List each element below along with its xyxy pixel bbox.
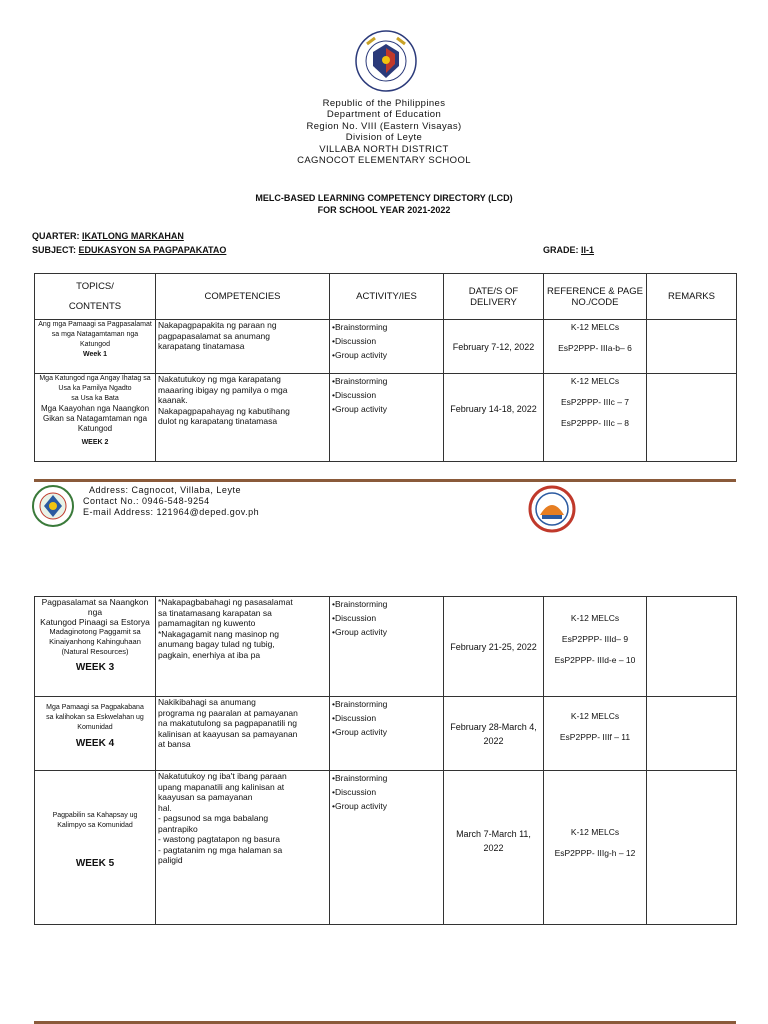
remarks-cell bbox=[647, 697, 737, 771]
reference-code: K-12 MELCs bbox=[570, 827, 620, 837]
letterhead-line: Department of Education bbox=[326, 109, 442, 121]
activity-item: •Group activity bbox=[332, 727, 387, 737]
topic-line: Kalimpyo sa Komunidad bbox=[57, 822, 133, 829]
header-date bbox=[444, 274, 544, 320]
competency-line: programa ng paaralan at pamayanan bbox=[158, 707, 298, 718]
reference-code: EsP2PPP- IIIc – 7 bbox=[560, 397, 630, 407]
remarks-cell bbox=[647, 374, 737, 462]
activities-cell bbox=[330, 771, 444, 925]
reference-code: K-12 MELCs bbox=[570, 376, 620, 386]
table-row bbox=[35, 320, 737, 374]
competency-line: dulot ng karapatang tinatamasa bbox=[158, 416, 278, 426]
remarks-cell bbox=[647, 597, 737, 697]
header-topics-line1: TOPICS/ bbox=[76, 281, 114, 292]
date-cell: March 7-March 11, 2022 bbox=[444, 771, 544, 925]
letterhead-line: Republic of the Philippines bbox=[322, 98, 446, 109]
topic-line: sa mga Natagamtaman nga bbox=[51, 331, 139, 338]
topic-line: Pagpabilin sa Kahapsay ug bbox=[52, 812, 138, 819]
competency-line: pamamagitan ng kuwento bbox=[158, 618, 256, 628]
header-topics bbox=[35, 274, 156, 320]
remarks-cell bbox=[647, 771, 737, 925]
competency-cell bbox=[156, 374, 330, 462]
table-row bbox=[35, 597, 737, 697]
letterhead-line: CAGNOCOT ELEMENTARY SCHOOL bbox=[297, 155, 471, 167]
header-date-line2: DELIVERY bbox=[470, 296, 517, 308]
address-value: Cagnocot, Villaba, Leyte bbox=[131, 485, 241, 495]
date-cell: February 21-25, 2022 bbox=[444, 597, 544, 697]
reference-code: K-12 MELCs bbox=[570, 711, 620, 721]
contact-value: 0946-548-9254 bbox=[142, 496, 210, 506]
topic-cell bbox=[35, 697, 156, 771]
header-ref-line2: NO./CODE bbox=[571, 296, 619, 308]
header-activities: ACTIVITY/IES bbox=[330, 274, 444, 320]
activities-cell bbox=[330, 320, 444, 374]
activity-item: •Brainstorming bbox=[332, 699, 388, 709]
competency-line: upang mapanatili ang kalinisan at bbox=[158, 781, 285, 792]
topic-line: Usa ka Pamilya Ngadto bbox=[58, 385, 132, 392]
activity-item: •Discussion bbox=[332, 613, 377, 623]
competency-line: kaayusan sa pamayanan bbox=[158, 792, 253, 802]
letterhead-line: VILLABA NORTH DISTRICT bbox=[319, 143, 449, 155]
week-label: WEEK 4 bbox=[75, 738, 115, 749]
document-title-line: MELC-BASED LEARNING COMPETENCY DIRECTORY (LCD) bbox=[255, 193, 513, 203]
table-header-row bbox=[35, 274, 737, 320]
competency-cell bbox=[156, 320, 330, 374]
activities-cell bbox=[330, 597, 444, 697]
topic-line: Kinaiyanhong Kahinguhaan bbox=[49, 637, 141, 646]
reference-cell bbox=[544, 374, 647, 462]
topic-cell bbox=[35, 320, 156, 374]
deped-seal-icon bbox=[355, 30, 417, 92]
topic-line: Katungod bbox=[80, 341, 110, 348]
competency-cell bbox=[156, 597, 330, 697]
table-row bbox=[35, 374, 737, 462]
header-ref-line1: REFERENCE & PAGE bbox=[547, 285, 643, 297]
lcd-table-page2 bbox=[34, 596, 737, 925]
table-row bbox=[35, 697, 737, 771]
competency-line: at bansa bbox=[158, 739, 191, 749]
grade-value: II-1 bbox=[581, 245, 595, 255]
subject-label: SUBJECT: bbox=[32, 245, 77, 255]
topic-line: Ang mga Pamaagi sa Pagpasalamat bbox=[38, 321, 152, 328]
week-label: WEEK 2 bbox=[81, 439, 109, 446]
competency-line: - wastong pagtatapon ng basura bbox=[158, 834, 280, 844]
competency-line: Nakapagpapahayag ng kabutihang bbox=[158, 405, 290, 416]
activity-item: •Brainstorming bbox=[332, 322, 388, 332]
competency-line: na makatutulong sa pagpapanatili ng bbox=[158, 718, 297, 728]
footer-contact-no bbox=[83, 496, 259, 507]
letterhead-line: Region No. VIII (Eastern Visayas) bbox=[306, 120, 462, 132]
lcd-table-page1 bbox=[34, 273, 737, 462]
topic-line: Katungod Pinaagi sa Estorya bbox=[40, 617, 150, 627]
topic-line: Pagpasalamat sa Naangkon bbox=[41, 597, 149, 607]
quarter-meta bbox=[32, 231, 184, 241]
document-title bbox=[0, 192, 768, 216]
footer-email bbox=[83, 507, 259, 518]
topic-cell bbox=[35, 374, 156, 462]
reference-code: EsP2PPP- IIIf – 11 bbox=[559, 732, 631, 742]
footer-divider bbox=[34, 479, 736, 482]
topic-line: sa Usa ka Bata bbox=[71, 395, 119, 402]
header-reference bbox=[544, 274, 647, 320]
competency-line: hal. bbox=[158, 802, 172, 813]
competency-cell bbox=[156, 697, 330, 771]
competency-line: - pagsunod sa mga babalang bbox=[158, 813, 269, 823]
activity-item: •Group activity bbox=[332, 627, 387, 637]
topic-cell bbox=[35, 771, 156, 925]
quarter-label: QUARTER: bbox=[32, 231, 80, 241]
topic-line: Mga Pamaagi sa Pagpakabana bbox=[46, 704, 144, 711]
topic-line: Gikan sa Natagamtaman nga bbox=[42, 414, 148, 423]
header-topics-line2: CONTENTS bbox=[68, 301, 122, 312]
activities-cell bbox=[330, 697, 444, 771]
week-label: WEEK 5 bbox=[75, 858, 115, 869]
competency-line: Nakatutukoy ng iba't ibang paraan bbox=[158, 771, 287, 781]
header-date-line1: DATE/S OF bbox=[468, 285, 519, 297]
topic-line: Mga Katungod nga Angay Ihatag sa bbox=[39, 375, 151, 382]
reference-cell bbox=[544, 697, 647, 771]
activity-item: •Discussion bbox=[332, 713, 377, 723]
competency-line: pagkain, enerhiya at iba pa bbox=[158, 649, 261, 660]
competency-line: Nakikibahagi sa anumang bbox=[158, 697, 256, 707]
date-cell: February 28-March 4, 2022 bbox=[444, 697, 544, 771]
email-value: 121964@deped.gov.ph bbox=[156, 507, 260, 517]
footer-address bbox=[83, 485, 259, 496]
competency-line: paligid bbox=[158, 855, 183, 865]
activity-item: •Brainstorming bbox=[332, 599, 388, 609]
reference-code: EsP2PPP- IIId-e – 10 bbox=[554, 655, 636, 665]
competency-line: kalinisan at kaayusan sa pamayanan bbox=[158, 728, 298, 739]
topic-line: sa kalihokan sa Eskwelahan ug bbox=[46, 714, 144, 721]
topic-line: Madaginotong Paggamit sa bbox=[49, 627, 141, 636]
school-logo-icon bbox=[32, 485, 74, 527]
remarks-cell bbox=[647, 320, 737, 374]
competency-line: Nakatutukoy ng mga karapatang bbox=[158, 374, 281, 384]
reference-code: EsP2PPP- IIIc – 8 bbox=[560, 418, 630, 428]
activity-item: •Discussion bbox=[332, 787, 377, 797]
subject-meta bbox=[32, 245, 226, 255]
letterhead bbox=[0, 98, 768, 166]
letterhead-line: Division of Leyte bbox=[345, 132, 423, 144]
date-cell: February 7-12, 2022 bbox=[444, 320, 544, 374]
activity-item: •Group activity bbox=[332, 350, 387, 360]
week-label: WEEK 3 bbox=[75, 662, 115, 673]
competency-line: sa tinatamasang karapatan sa bbox=[158, 607, 272, 618]
activity-item: •Discussion bbox=[332, 390, 377, 400]
competency-line: pantrapiko bbox=[158, 823, 198, 834]
header-remarks: REMARKS bbox=[647, 274, 737, 320]
competency-line: *Nakapagbabahagi ng pasasalamat bbox=[158, 597, 293, 607]
competency-line: anumang bagay tulad ng tubig, bbox=[158, 639, 275, 649]
activities-cell bbox=[330, 374, 444, 462]
topic-line: Komunidad bbox=[77, 724, 113, 731]
competency-line: maaaring ibigay ng pamilya o mga bbox=[158, 384, 288, 395]
activity-item: •Group activity bbox=[332, 404, 387, 414]
topic-line: (Natural Resources) bbox=[61, 647, 129, 656]
activity-item: •Brainstorming bbox=[332, 376, 388, 386]
competency-line: kaanak. bbox=[158, 395, 188, 405]
reference-cell bbox=[544, 597, 647, 697]
activity-item: •Discussion bbox=[332, 336, 377, 346]
reference-code: EsP2PPP- IIIg-h – 12 bbox=[554, 848, 636, 858]
reference-code: K-12 MELCs bbox=[570, 322, 620, 332]
reference-cell bbox=[544, 320, 647, 374]
contact-label: Contact No.: bbox=[83, 496, 140, 506]
quarter-value: IKATLONG MARKAHAN bbox=[82, 231, 184, 241]
topic-cell bbox=[35, 597, 156, 697]
competency-line: karapatang tinatamasa bbox=[158, 341, 245, 351]
grade-meta bbox=[543, 245, 594, 255]
competency-line: *Nakagagamit nang masinop ng bbox=[158, 628, 279, 639]
address-label: Address: bbox=[89, 485, 129, 495]
date-cell: February 14-18, 2022 bbox=[444, 374, 544, 462]
document-title-line: FOR SCHOOL YEAR 2021-2022 bbox=[317, 205, 451, 215]
topic-line: Mga Kaayohan nga Naangkon bbox=[40, 404, 150, 413]
division-logo-icon bbox=[528, 485, 576, 533]
grade-label: GRADE: bbox=[543, 245, 579, 255]
week-label: Week 1 bbox=[83, 351, 107, 358]
email-label: E-mail Address: bbox=[83, 507, 154, 517]
topic-line: Katungod bbox=[77, 424, 113, 433]
activity-item: •Brainstorming bbox=[332, 773, 388, 783]
subject-value: EDUKASYON SA PAGPAPAKATAO bbox=[78, 245, 227, 255]
competency-line: Nakapagpapakita ng paraan ng bbox=[158, 320, 277, 330]
reference-cell bbox=[544, 771, 647, 925]
competency-cell bbox=[156, 771, 330, 925]
competency-line: pagpapasalamat sa anumang bbox=[158, 330, 270, 341]
topic-line: nga bbox=[87, 607, 103, 617]
header-competencies: COMPETENCIES bbox=[156, 274, 330, 320]
competency-line: - pagtatanim ng mga halaman sa bbox=[158, 844, 283, 855]
footer-contact bbox=[83, 485, 259, 518]
reference-code: EsP2PPP- IIId– 9 bbox=[561, 634, 629, 644]
table-row bbox=[35, 771, 737, 925]
activity-item: •Group activity bbox=[332, 801, 387, 811]
reference-code: K-12 MELCs bbox=[570, 613, 620, 623]
reference-code: EsP2PPP- IIIa-b– 6 bbox=[558, 343, 632, 353]
